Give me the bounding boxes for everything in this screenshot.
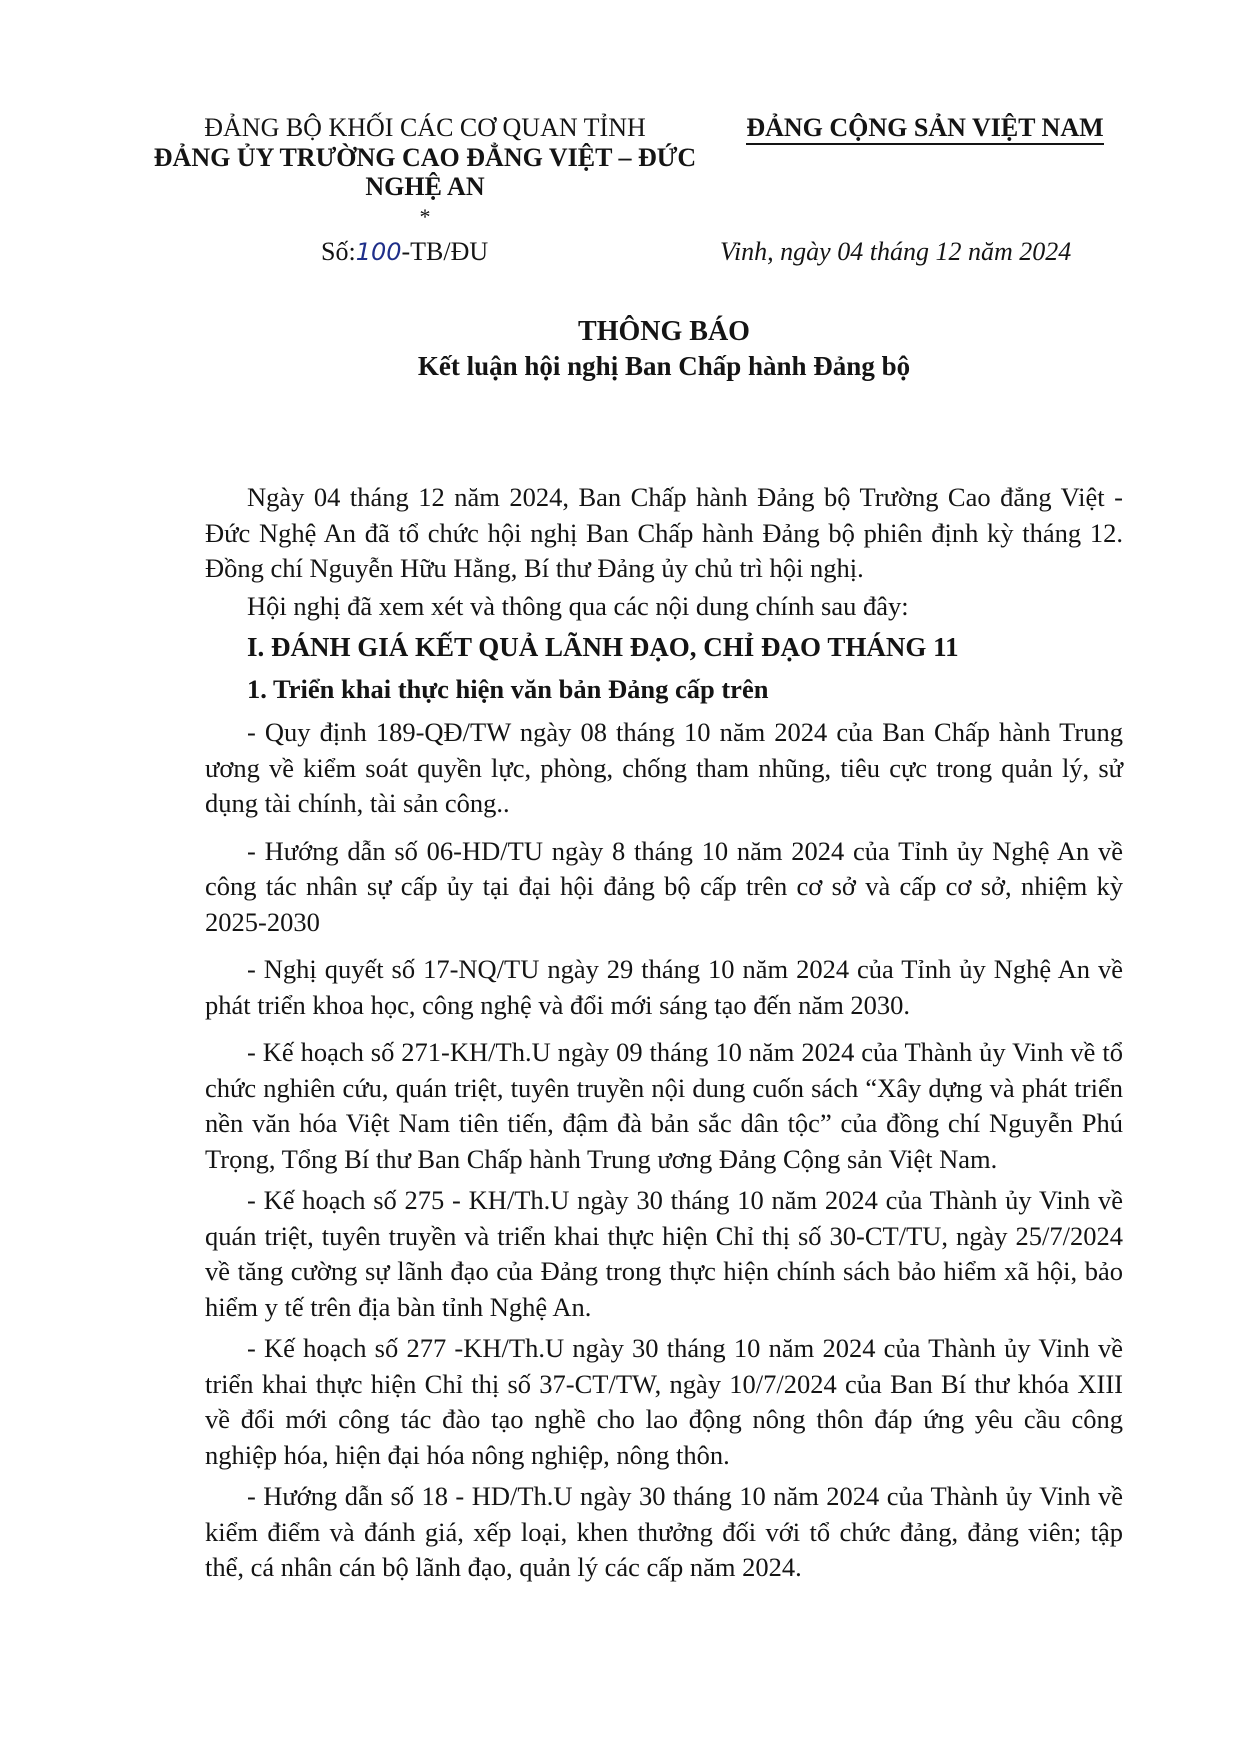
- list-item: - Hướng dẫn số 18 - HD/Th.U ngày 30 tháng 10 năm 2024 của Thành ủy Vinh về kiểm điểm và đánh giá, xếp loại, khen thưởng đối với tổ chức đảng, đảng viên; tập thể, cá nhân cán bộ lãnh đạo, quản lý các cấp năm 2024.: [205, 1481, 1123, 1582]
- section-heading: I. ĐÁNH GIÁ KẾT QUẢ LÃNH ĐẠO, CHỈ ĐẠO THÁNG 11: [247, 632, 959, 662]
- party-title-text: ĐẢNG CỘNG SẢN VIỆT NAM: [746, 113, 1103, 145]
- party-title: [735, 113, 1115, 143]
- intro-paragraph-2: Hội nghị đã xem xét và thông qua các nội dung chính sau đây:: [247, 590, 909, 621]
- place-date: [720, 237, 1071, 267]
- document-number-prefix: Số:: [321, 237, 356, 266]
- header-star-text: *: [419, 204, 431, 229]
- header-star: [112, 206, 738, 228]
- document-number-suffix: -TB/ĐU: [401, 237, 489, 266]
- list-item: - Kế hoạch số 275 - KH/Th.U ngày 30 tháng 10 năm 2024 của Thành ủy Vinh về quán triệt, tuyên truyền và triển khai thực hiện Chỉ thị số 30-CT/TU, ngày 25/7/2024 về tăng cường sự lãnh đạo của Đảng trong thực hiện chính sách bảo hiểm xã hội, bảo hiểm y tế trên địa bàn tỉnh Nghệ An.: [205, 1185, 1123, 1322]
- document-title-text: THÔNG BÁO: [578, 316, 750, 347]
- list-item: - Hướng dẫn số 06-HD/TU ngày 8 tháng 10 năm 2024 của Tỉnh ủy Nghệ An về công tác nhân sự cấp ủy tại đại hội đảng bộ cấp trên cơ sở và cấp cơ sở, nhiệm kỳ 2025-2030: [205, 835, 1123, 937]
- document-number-handwritten: 100: [355, 238, 402, 266]
- document-number: [321, 237, 488, 267]
- list-item: - Kế hoạch số 277 -KH/Th.U ngày 30 tháng 10 năm 2024 của Thành ủy Vinh về triển khai thực hiện Chỉ thị số 37-CT/TW, ngày 10/7/2024 của Ban Bí thư khóa XIII về đổi mới công tác đào tạo nghề cho lao động nông thôn đáp ứng yêu cầu công nghiệp hóa, hiện đại hóa nông nghiệp, nông thôn.: [205, 1333, 1123, 1470]
- list-item: - Nghị quyết số 17-NQ/TU ngày 29 tháng 10 năm 2024 của Tỉnh ủy Nghệ An về phát triển khoa học, công nghệ và đổi mới sáng tạo đến năm 2030.: [205, 954, 1123, 1020]
- document-subtitle-text: Kết luận hội nghị Ban Chấp hành Đảng bộ: [417, 351, 911, 381]
- place-date-text: Vinh, ngày 04 tháng 12 năm 2024: [720, 237, 1072, 266]
- document-title: [205, 316, 1123, 348]
- issuing-body: [112, 143, 738, 173]
- subsection-heading: 1. Triển khai thực hiện văn bản Đảng cấp trên: [247, 673, 769, 704]
- intro-paragraph: Ngày 04 tháng 12 năm 2024, Ban Chấp hành Đảng bộ Trường Cao đẳng Việt - Đức Nghệ An đã tổ chức hội nghị Ban Chấp hành Đảng bộ phiên định kỳ tháng 12. Đồng chí Nguyễn Hữu Hằng, Bí thư Đảng ủy chủ trì hội nghị.: [205, 482, 1123, 583]
- issuing-body-parent-text: ĐẢNG BỘ KHỐI CÁC CƠ QUAN TỈNH: [204, 113, 646, 142]
- document-subtitle: [205, 350, 1123, 382]
- issuing-body-line3: [112, 172, 738, 202]
- list-item: - Kế hoạch số 271-KH/Th.U ngày 09 tháng 10 năm 2024 của Thành ủy Vinh về tổ chức nghiên cứu, quán triệt, tuyên truyền nội dung cuốn sách “Xây dựng và phát triển nền văn hóa Việt Nam tiên tiến, đậm đà bản sắc dân tộc” của đồng chí Nguyễn Phú Trọng, Tổng Bí thư Ban Chấp hành Trung ương Đảng Cộng sản Việt Nam.: [205, 1037, 1123, 1174]
- issuing-body-parent: [140, 113, 710, 143]
- issuing-body-line3-text: NGHỆ AN: [365, 172, 485, 201]
- issuing-body-text: ĐẢNG ỦY TRƯỜNG CAO ĐẲNG VIỆT – ĐỨC: [153, 143, 697, 172]
- list-item: - Quy định 189-QĐ/TW ngày 08 tháng 10 năm 2024 của Ban Chấp hành Trung ương về kiểm soát quyền lực, phòng, chống tham nhũng, tiêu cực trong quản lý, sử dụng tài chính, tài sản công..: [205, 717, 1123, 818]
- document-body: [205, 480, 1123, 1586]
